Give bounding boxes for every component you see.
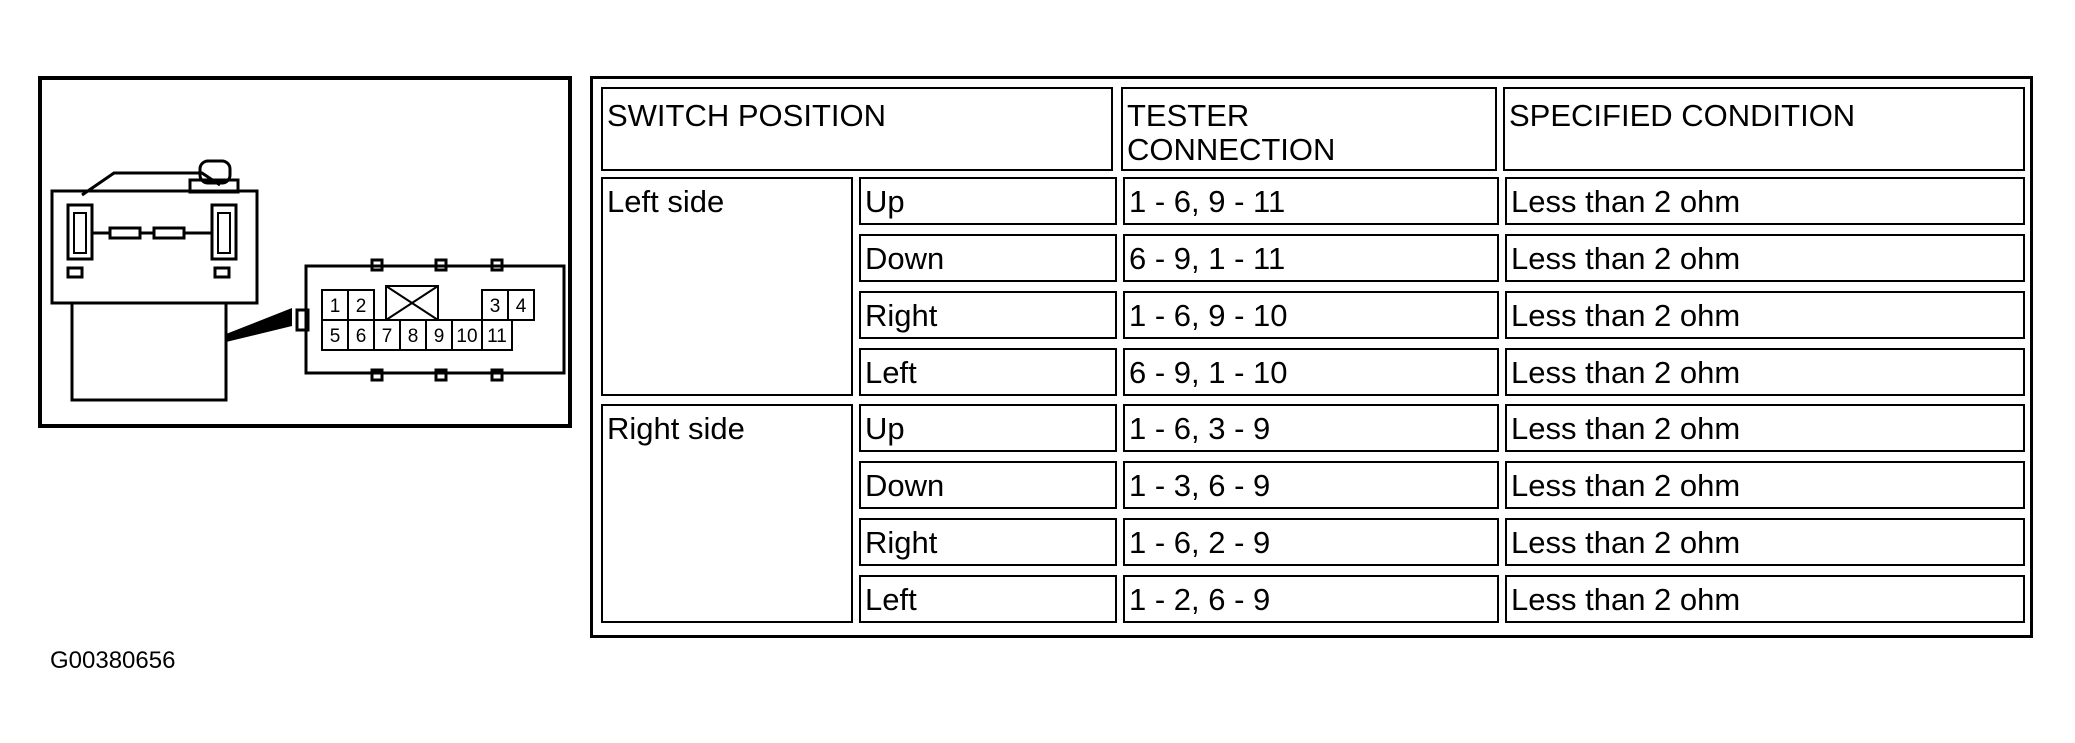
row-connection: 1 - 2, 6 - 9 [1123, 575, 1499, 623]
row-connection: 1 - 6, 9 - 10 [1123, 291, 1499, 339]
row-connection: 1 - 6, 9 - 11 [1123, 177, 1499, 225]
row-condition: Less than 2 ohm [1505, 575, 2025, 623]
switch-continuity-table [590, 76, 2033, 638]
pin-label: 2 [355, 296, 367, 317]
pin-label: 11 [487, 326, 507, 347]
row-connection: 1 - 6, 3 - 9 [1123, 404, 1499, 452]
header-switch-position: SWITCH POSITION [601, 87, 1113, 171]
row-direction: Left [859, 575, 1117, 623]
row-direction: Down [859, 234, 1117, 282]
row-connection: 6 - 9, 1 - 10 [1123, 348, 1499, 396]
row-condition: Less than 2 ohm [1505, 177, 2025, 225]
pin-label: 10 [456, 326, 478, 347]
row-direction: Up [859, 404, 1117, 452]
pin-label: 1 [329, 296, 341, 317]
pin-label: 5 [329, 326, 341, 347]
row-direction: Right [859, 291, 1117, 339]
row-condition: Less than 2 ohm [1505, 404, 2025, 452]
figure-id: G00380656 [50, 647, 176, 674]
switch-illustration [42, 80, 568, 424]
row-direction: Left [859, 348, 1117, 396]
group-left-side: Left side [601, 177, 853, 396]
header-specified-condition: SPECIFIED CONDITION [1503, 87, 2025, 171]
pin-label: 3 [489, 296, 501, 317]
row-condition: Less than 2 ohm [1505, 461, 2025, 509]
row-connection: 1 - 3, 6 - 9 [1123, 461, 1499, 509]
pin-label: 8 [407, 326, 419, 347]
group-right-side: Right side [601, 404, 853, 623]
row-condition: Less than 2 ohm [1505, 291, 2025, 339]
row-direction: Right [859, 518, 1117, 566]
row-condition: Less than 2 ohm [1505, 518, 2025, 566]
pin-label: 7 [381, 326, 393, 347]
row-connection: 1 - 6, 2 - 9 [1123, 518, 1499, 566]
row-direction: Down [859, 461, 1117, 509]
row-direction: Up [859, 177, 1117, 225]
row-condition: Less than 2 ohm [1505, 234, 2025, 282]
header-tester-connection: TESTER CONNECTION [1121, 87, 1497, 171]
switch-connector-diagram [38, 76, 572, 428]
row-connection: 6 - 9, 1 - 11 [1123, 234, 1499, 282]
pin-label: 9 [433, 326, 445, 347]
pin-label: 4 [515, 296, 527, 317]
pin-label: 6 [355, 326, 367, 347]
row-condition: Less than 2 ohm [1505, 348, 2025, 396]
